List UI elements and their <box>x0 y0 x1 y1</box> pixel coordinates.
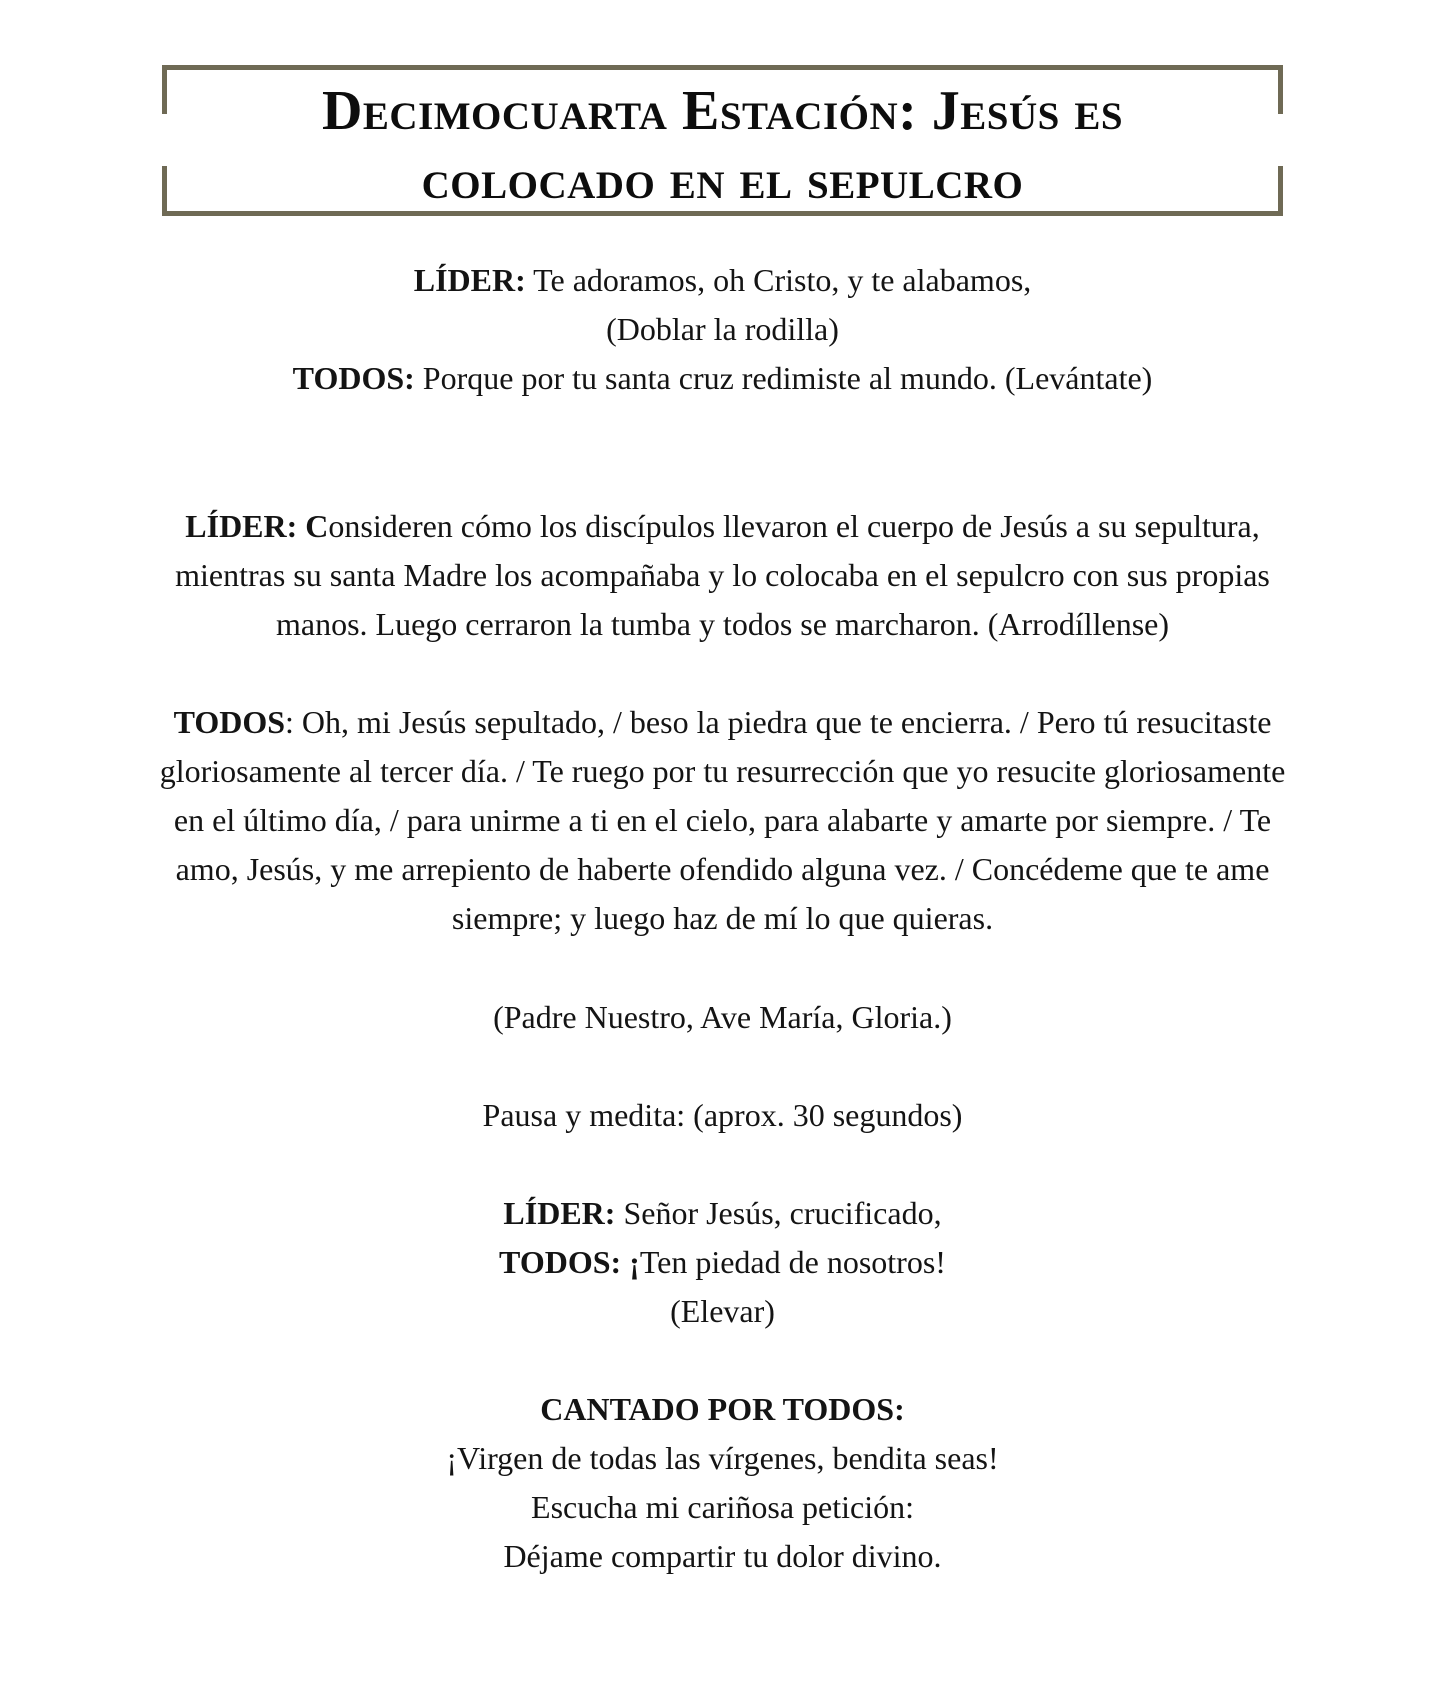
closing-all-line <box>0 1238 1445 1287</box>
closing-all-text: Ten piedad de nosotros! <box>639 1244 946 1280</box>
frame-top-border <box>162 65 1283 70</box>
meditation-line-1 <box>0 502 1445 551</box>
prayer-line-3: en el último día, / para unirme a ti en el cielo, para alabarte y amarte por siempre. / Te <box>173 802 1272 838</box>
page-title <box>162 77 1283 215</box>
closing-leader-line <box>0 1189 1445 1238</box>
prayer-text-1: Oh, mi Jesús sepultado, / beso la piedra que te encierra. / Pero tú resucitaste <box>293 704 1272 740</box>
versicle-block <box>0 256 1445 403</box>
pause-note-block <box>0 1091 1445 1140</box>
title-frame <box>162 65 1283 216</box>
hymn-heading: CANTADO POR TODOS: <box>540 1391 905 1427</box>
versicle-all-line <box>0 354 1445 403</box>
hymn-line-2: Escucha mi cariñosa petición: <box>531 1489 914 1525</box>
closing-action: (Elevar) <box>670 1293 775 1329</box>
versicle-action: (Doblar la rodilla) <box>606 311 839 347</box>
meditation-line-3: manos. Luego cerraron la tumba y todos se marcharon. (Arrodíllense) <box>275 606 1170 642</box>
leader-label: LÍDER: <box>413 262 526 298</box>
prayer-colon: : <box>285 704 294 740</box>
prayer-all-label: TODOS <box>173 704 286 740</box>
meditation-line-2: mientras su santa Madre los acompañaba y lo colocaba en el sepulcro con sus propias <box>175 557 1270 593</box>
prayer-line-1 <box>0 698 1445 747</box>
prayer-line-5: siempre; y luego haz de mí lo que quieras. <box>451 900 994 936</box>
pause-note: Pausa y medita: (aprox. 30 segundos) <box>482 1097 963 1133</box>
prayer-block <box>0 698 1445 943</box>
title-line-2: colocado en el sepulcro <box>421 149 1024 211</box>
all-text: Porque por tu santa cruz redimiste al mundo. (Levántate) <box>414 360 1153 396</box>
closing-all-label: TODOS: ¡ <box>499 1244 640 1280</box>
versicle-leader-line <box>0 256 1445 305</box>
meditation-block <box>0 502 1445 649</box>
meditation-text-1: onsideren cómo los discípulos llevaron el cuerpo de Jesús a su sepultura, <box>328 508 1260 544</box>
closing-block <box>0 1189 1445 1336</box>
hymn-block <box>0 1385 1445 1581</box>
meditation-first-letter: C <box>297 508 329 544</box>
closing-leader-text: Señor Jesús, crucificado, <box>615 1195 942 1231</box>
hymn-line-3: Déjame compartir tu dolor divino. <box>503 1538 942 1574</box>
prayer-line-4: amo, Jesús, y me arrepiento de haberte ofendido alguna vez. / Concédeme que te ame <box>175 851 1270 887</box>
hymn-line-1: ¡Virgen de todas las vírgenes, bendita seas! <box>446 1440 999 1476</box>
prayers-note: (Padre Nuestro, Ave María, Gloria.) <box>493 999 952 1035</box>
leader-text: Te adoramos, oh Cristo, y te alabamos, <box>525 262 1032 298</box>
title-line-1: Decimocuarta Estación: Jesús es <box>321 80 1124 142</box>
prayers-note-block <box>0 993 1445 1042</box>
prayer-line-2: gloriosamente al tercer día. / Te ruego por tu resurrección que yo resucite gloriosamente <box>159 753 1286 789</box>
closing-leader-label: LÍDER: <box>503 1195 616 1231</box>
meditation-leader-label: LÍDER: <box>185 508 298 544</box>
all-label: TODOS: <box>292 360 415 396</box>
